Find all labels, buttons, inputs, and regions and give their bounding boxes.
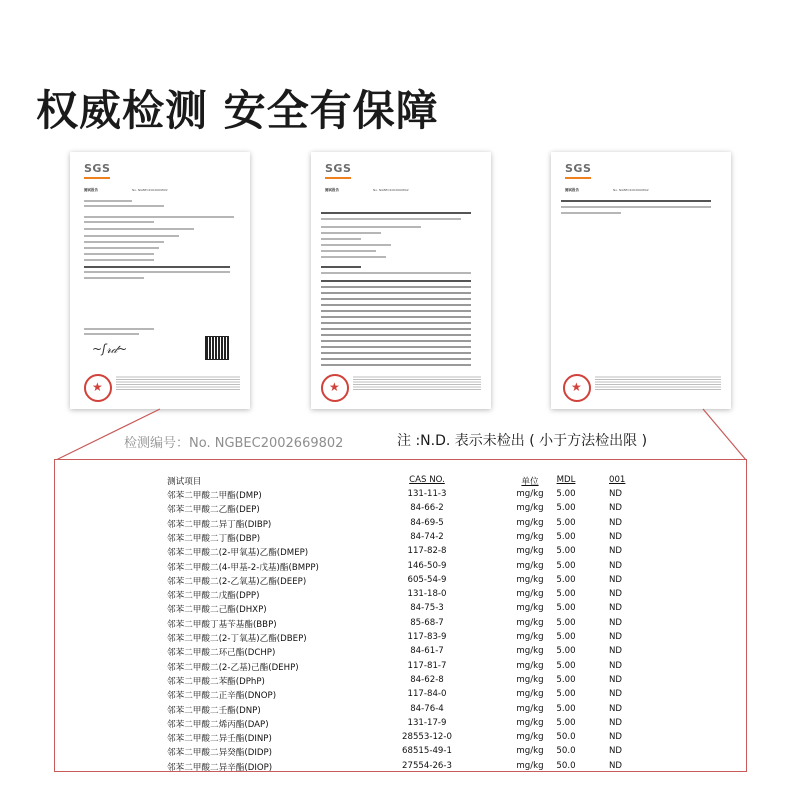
sgs-logo: SGS [84, 162, 111, 175]
table-row [55, 561, 746, 575]
table-row [55, 618, 746, 632]
table-row [55, 532, 746, 546]
row-result: ND [609, 646, 623, 657]
row-item: 邻苯二甲酸二异癸酯(DIDP) [167, 748, 273, 759]
row-result: ND [609, 603, 623, 614]
row-cas: 131-11-3 [407, 489, 447, 499]
row-unit: mg/kg [516, 689, 544, 700]
table-row [55, 632, 746, 646]
row-result: ND [609, 503, 623, 514]
row-mdl: 5.00 [556, 632, 576, 642]
row-result: ND [609, 560, 623, 571]
table-row [55, 575, 746, 589]
row-result: ND [609, 689, 623, 700]
row-unit: mg/kg [516, 503, 544, 514]
row-result: ND [609, 746, 623, 757]
row-mdl: 5.00 [556, 660, 576, 671]
table-row [55, 646, 746, 660]
row-unit: mg/kg [516, 603, 544, 614]
row-cas: 84-62-8 [410, 674, 444, 685]
sgs-logo: SGS [325, 162, 352, 175]
row-result: ND [609, 674, 623, 685]
row-mdl: 5.00 [556, 517, 576, 528]
row-result: ND [609, 760, 623, 771]
table-row [55, 704, 746, 718]
row-mdl: 5.00 [556, 674, 576, 685]
row-result: ND [609, 589, 623, 600]
row-cas: 131-18-0 [407, 589, 447, 600]
results-table [54, 459, 747, 772]
row-item: 邻苯二甲酸二(2-丁氧基)乙酯(DBEP) [167, 634, 307, 644]
table-row [55, 489, 746, 503]
row-cas: 84-61-7 [410, 646, 444, 657]
row-item: 邻苯二甲酸二丁酯(DBP) [167, 533, 261, 544]
row-mdl: 5.00 [556, 703, 576, 714]
table-row [55, 603, 746, 617]
nd-note: 注 :N.D. 表示未检出 ( 小于方法检出限 ) [397, 433, 648, 449]
table-row [55, 503, 746, 517]
row-unit: mg/kg [516, 589, 544, 600]
row-unit: mg/kg [516, 617, 544, 628]
report-title: 测试报告 [565, 188, 579, 192]
row-mdl: 50.0 [556, 732, 576, 743]
row-item: 邻苯二甲酸二苯酯(DPhP) [167, 676, 265, 687]
header-cas: CAS NO. [409, 475, 445, 485]
table-row [55, 732, 746, 746]
row-cas: 605-54-9 [407, 574, 447, 585]
table-row [55, 761, 746, 775]
row-mdl: 5.00 [556, 617, 576, 628]
row-unit: mg/kg [516, 717, 544, 728]
row-result: ND [609, 732, 623, 743]
row-cas: 117-83-9 [407, 632, 447, 642]
table-row [55, 746, 746, 760]
table-row [55, 718, 746, 732]
row-cas: 84-75-3 [410, 603, 444, 614]
row-item: 邻苯二甲酸二(4-甲基-2-戊基)酯(BMPP) [167, 562, 319, 573]
table-row [55, 546, 746, 560]
row-result: ND [609, 517, 623, 528]
report-number: No. NGBEC2002669802 [613, 188, 649, 192]
row-item: 邻苯二甲酸二乙酯(DEP) [167, 505, 260, 516]
row-cas: 85-68-7 [410, 617, 444, 628]
row-mdl: 5.00 [556, 489, 576, 499]
report-number: No. NGBEC2002669802 [373, 188, 409, 192]
row-result: ND [609, 574, 623, 585]
table-header [55, 475, 746, 489]
row-cas: 84-74-2 [410, 531, 444, 542]
row-cas: 68515-49-1 [402, 746, 452, 757]
row-unit: mg/kg [516, 660, 544, 671]
row-mdl: 5.00 [556, 531, 576, 542]
table-row [55, 518, 746, 532]
row-cas: 84-69-5 [410, 517, 444, 528]
row-item: 邻苯二甲酸二异丁酯(DIBP) [167, 519, 272, 530]
row-unit: mg/kg [516, 574, 544, 585]
row-unit: mg/kg [516, 703, 544, 714]
report-number-label: 检测编号：No. NGBEC2002669802 [124, 436, 344, 451]
report-number: No. NGBEC2002669802 [132, 188, 168, 192]
row-unit: mg/kg [516, 517, 544, 528]
row-item: 邻苯二甲酸二(2-甲氧基)乙酯(DMEP) [167, 548, 309, 559]
row-mdl: 5.00 [556, 589, 576, 600]
row-mdl: 5.00 [556, 574, 576, 585]
table-row [55, 589, 746, 603]
row-cas: 131-17-9 [407, 717, 447, 728]
row-unit: mg/kg [516, 646, 544, 657]
row-unit: mg/kg [516, 489, 544, 499]
row-cas: 117-84-0 [407, 689, 447, 700]
report-title: 测试报告 [325, 188, 339, 192]
row-cas: 84-66-2 [410, 503, 444, 514]
row-cas: 28553-12-0 [402, 732, 452, 743]
row-cas: 27554-26-3 [402, 760, 452, 771]
row-result: ND [609, 617, 623, 628]
row-item: 邻苯二甲酸二壬酯(DNP) [167, 705, 261, 716]
row-item: 邻苯二甲酸二异壬酯(DINP) [167, 734, 272, 745]
row-unit: mg/kg [516, 732, 544, 743]
row-unit: mg/kg [516, 546, 544, 557]
row-mdl: 50.0 [556, 746, 576, 757]
report-title: 测试报告 [84, 188, 98, 192]
row-result: ND [609, 531, 623, 542]
header-item: 测试项目 [167, 477, 202, 487]
row-result: ND [609, 717, 623, 728]
row-unit: mg/kg [516, 632, 544, 642]
sgs-logo: SGS [565, 162, 592, 175]
row-item: 邻苯二甲酸二环己酯(DCHP) [167, 648, 276, 659]
row-item: 邻苯二甲酸二(2-乙基)己酯(DEHP) [167, 662, 299, 673]
row-unit: mg/kg [516, 531, 544, 542]
row-mdl: 5.00 [556, 603, 576, 614]
row-item: 邻苯二甲酸二异辛酯(DIOP) [167, 762, 273, 773]
row-item: 邻苯二甲酸丁基苄基酯(BBP) [167, 619, 277, 630]
row-mdl: 5.00 [556, 546, 576, 557]
row-item: 邻苯二甲酸二(2-乙氧基)乙酯(DEEP) [167, 576, 307, 587]
row-mdl: 5.00 [556, 717, 576, 728]
row-mdl: 5.00 [556, 646, 576, 657]
table-row [55, 689, 746, 703]
header-mdl: MDL [556, 475, 576, 485]
row-mdl: 50.0 [556, 760, 576, 771]
row-result: ND [609, 660, 623, 671]
row-cas: 117-82-8 [407, 546, 447, 557]
header-unit: 单位 [521, 477, 539, 487]
row-cas: 146-50-9 [407, 560, 447, 571]
row-item: 邻苯二甲酸二正辛酯(DNOP) [167, 691, 277, 702]
table-row [55, 661, 746, 675]
row-result: ND [609, 489, 623, 499]
row-result: ND [609, 703, 623, 714]
row-result: ND [609, 546, 623, 557]
row-unit: mg/kg [516, 760, 544, 771]
row-result: ND [609, 632, 623, 642]
row-mdl: 5.00 [556, 689, 576, 700]
header-result: 001 [609, 475, 626, 485]
row-cas: 84-76-4 [410, 703, 444, 714]
row-item: 邻苯二甲酸二戊酯(DPP) [167, 591, 260, 602]
row-cas: 117-81-7 [407, 660, 447, 671]
row-mdl: 5.00 [556, 560, 576, 571]
row-item: 邻苯二甲酸二甲酯(DMP) [167, 491, 262, 501]
page-headline: 权威检测 安全有保障 [36, 86, 439, 135]
row-item: 邻苯二甲酸二己酯(DHXP) [167, 605, 267, 616]
row-mdl: 5.00 [556, 503, 576, 514]
row-unit: mg/kg [516, 560, 544, 571]
row-unit: mg/kg [516, 746, 544, 757]
signature: ~ʃ𝓇𝒹~ [92, 342, 128, 356]
row-unit: mg/kg [516, 674, 544, 685]
row-item: 邻苯二甲酸二烯丙酯(DAP) [167, 719, 269, 730]
table-row [55, 675, 746, 689]
